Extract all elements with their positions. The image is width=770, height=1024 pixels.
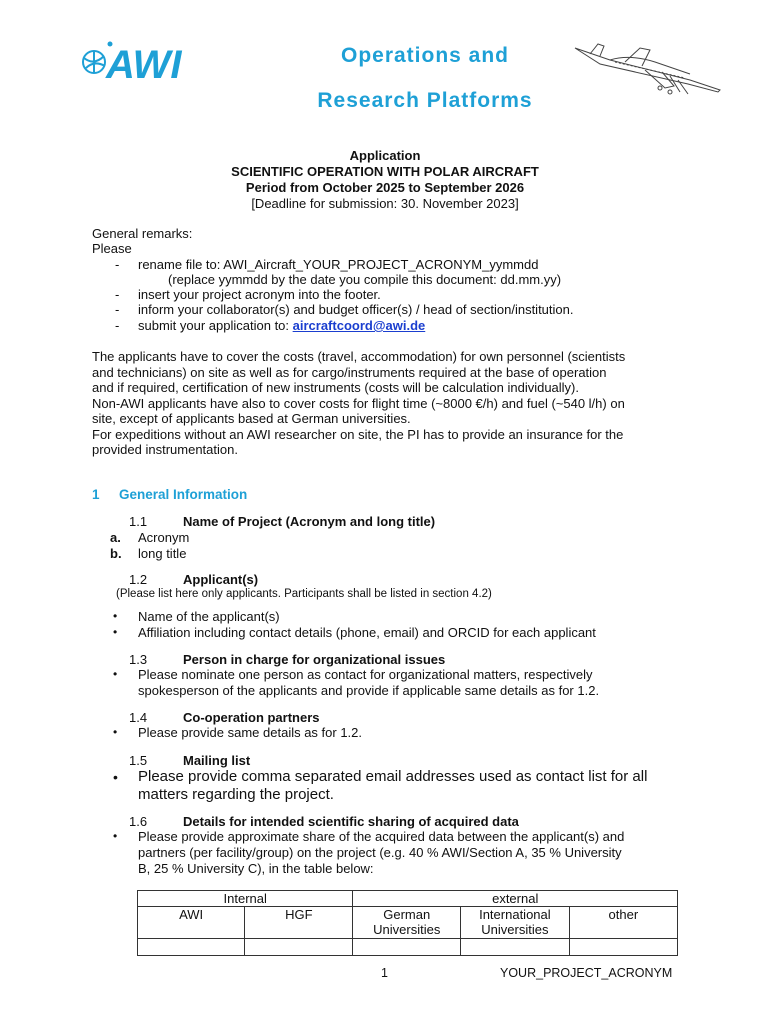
list-item — [138, 318, 425, 333]
col-hgf: HGF — [245, 907, 353, 939]
item-label: a. — [110, 530, 121, 545]
section-number: 1 — [92, 487, 100, 502]
bullet-item: Please nominate one person as contact for organizational matters, respectively — [138, 667, 593, 682]
list-item: rename file to: AWI_Aircraft_YOUR_PROJECT_ACRONYM_yymmdd — [138, 257, 539, 272]
bullet: • — [113, 625, 118, 639]
cell-other[interactable] — [569, 939, 677, 956]
page-number: 1 — [381, 966, 388, 980]
list-item: inform your collaborator(s) and budget officer(s) / head of section/institution. — [138, 302, 574, 317]
col-international-universities: International Universities — [461, 907, 570, 939]
subsection-title: Mailing list — [183, 753, 251, 768]
list-dash: - — [115, 318, 120, 333]
subsection-number: 1.2 — [129, 572, 148, 587]
item-label: b. — [110, 546, 122, 561]
subsection-number: 1.4 — [129, 710, 148, 725]
costs-line: provided instrumentation. — [92, 442, 238, 457]
subsection-title: Applicant(s) — [183, 572, 259, 587]
internal-header: Internal — [138, 891, 353, 907]
bullet: • — [113, 769, 118, 785]
bullet-item-cont: spokesperson of the applicants and provide if applicable same details as for 1.2. — [138, 683, 600, 698]
table-row — [138, 939, 678, 956]
table-subheader-row — [138, 907, 678, 939]
section-1-heading — [92, 487, 248, 502]
title-line1: Operations and — [340, 44, 510, 67]
bullet-item-cont: matters regarding the project. — [138, 786, 334, 803]
cell-hgf[interactable] — [245, 939, 353, 956]
costs-line: and if required, certification of new instruments (costs will be calculation individually). — [92, 380, 579, 395]
cell-international[interactable] — [461, 939, 570, 956]
subsection-number: 1.5 — [129, 753, 148, 768]
costs-line: For expeditions without an AWI researcher on site, the PI has to provide an insurance for the — [92, 426, 624, 442]
data-sharing-table — [137, 890, 678, 956]
bullet-item: Please provide comma separated email addresses used as contact list for all — [138, 768, 648, 785]
bullet-item: Affiliation including contact details (phone, email) and ORCID for each applicant — [138, 625, 596, 640]
list-dash: - — [115, 257, 120, 272]
bullet: • — [113, 667, 118, 681]
costs-line: site, except of applicants based at German universities. — [92, 411, 411, 426]
costs-line: The applicants have to cover the costs (travel, accommodation) for own personnel (scientists — [92, 349, 626, 364]
list-item: insert your project acronym into the footer. — [138, 287, 381, 302]
section-title: General Information — [119, 487, 248, 502]
subsection-title: Details for intended scientific sharing of acquired data — [183, 814, 519, 829]
submit-text: submit your application to: — [138, 318, 293, 333]
cell-german[interactable] — [353, 939, 461, 956]
bullet-item: Please provide same details as for 1.2. — [138, 725, 363, 740]
bullet-item-cont: B, 25 % University C), in the table below: — [138, 861, 374, 876]
bullet-item-cont: partners (per facility/group) on the project (e.g. 40 % AWI/Section A, 35 % University — [138, 845, 622, 860]
col-other: other — [569, 907, 677, 939]
list-dash: - — [115, 302, 120, 317]
subsection-number: 1.6 — [129, 814, 148, 829]
subsection-title: Co-operation partners — [183, 710, 320, 725]
external-header: external — [353, 891, 678, 907]
bullet: • — [113, 725, 118, 739]
subsection-title: Person in charge for organizational issues — [183, 652, 446, 667]
bullet-item: Please provide approximate share of the acquired data between the applicant(s) and — [138, 829, 625, 844]
costs-line: Non-AWI applicants have also to cover costs for flight time (~8000 €/h) and fuel (~540 l/h) on — [92, 395, 625, 411]
logo-text: AWI — [106, 43, 182, 84]
application-label: Application — [349, 148, 421, 163]
cell-awi[interactable] — [138, 939, 245, 956]
subsection-number: 1.3 — [129, 652, 148, 667]
title-line2: Research Platforms — [317, 89, 533, 112]
footer-acronym: YOUR_PROJECT_ACRONYM — [500, 966, 673, 980]
bullet: • — [113, 829, 118, 843]
application-title: SCIENTIFIC OPERATION WITH POLAR AIRCRAFT — [231, 164, 539, 179]
remarks-intro: General remarks: — [92, 226, 193, 241]
application-period: Period from October 2025 to September 2026 — [245, 180, 525, 195]
list-dash: - — [115, 287, 120, 302]
col-german-universities: German Universities — [353, 907, 461, 939]
costs-paragraph — [92, 349, 625, 458]
email-link[interactable]: aircraftcoord@awi.de — [292, 318, 426, 333]
table-header-row — [138, 891, 678, 907]
list-item-note: (replace yymmdd by the date you compile this document: dd.mm.yy) — [168, 272, 562, 287]
remarks-please: Please — [92, 241, 132, 256]
costs-line: and technicians) on site as well as for cargo/instruments required at the base of operation — [92, 364, 607, 380]
bullet-item: Name of the applicant(s) — [138, 609, 280, 624]
subsection-title: Name of Project (Acronym and long title) — [183, 514, 436, 529]
applicants-note: (Please list here only applicants. Participants shall be listed in section 4.2) — [116, 588, 492, 600]
col-awi: AWI — [138, 907, 245, 939]
awi-logo — [80, 38, 195, 84]
polar-aircraft-drawing — [570, 40, 725, 98]
long-title-item: long title — [138, 546, 187, 561]
acronym-item: Acronym — [138, 530, 190, 545]
application-deadline: [Deadline for submission: 30. November 2023] — [251, 196, 519, 211]
subsection-number: 1.1 — [129, 514, 148, 529]
bullet: • — [113, 609, 118, 623]
